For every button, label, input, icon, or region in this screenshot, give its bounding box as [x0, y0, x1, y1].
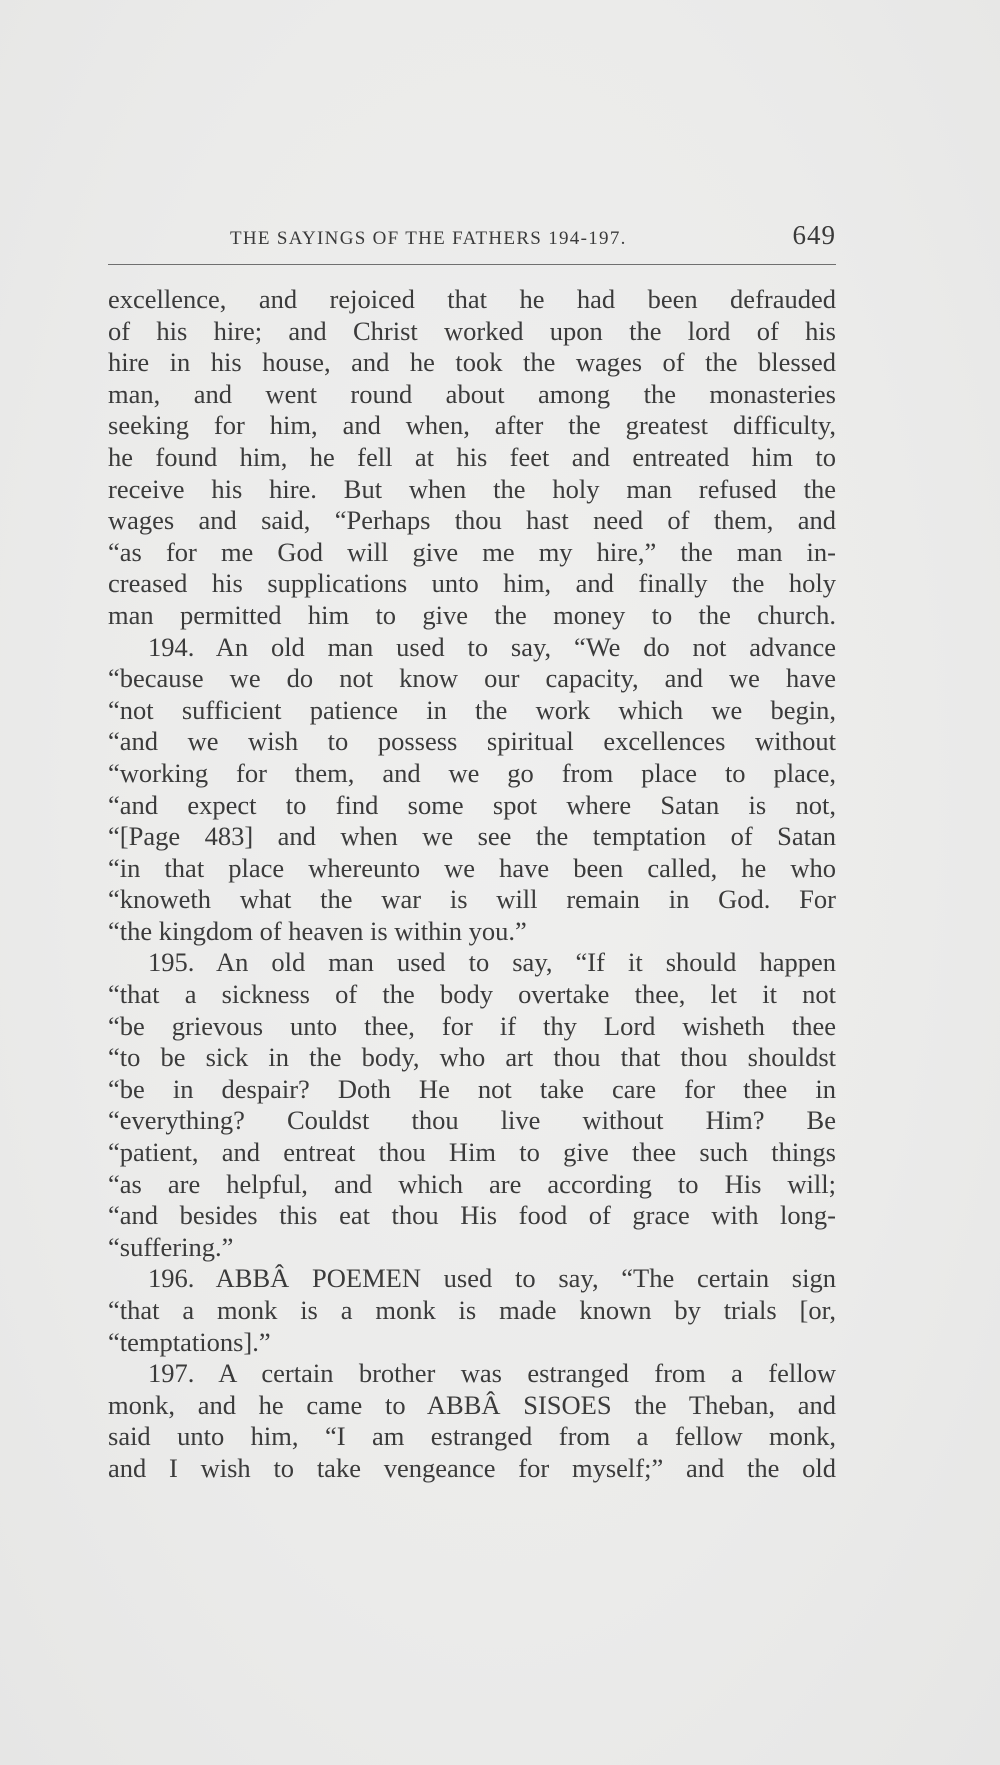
running-head: [108, 222, 836, 262]
text-line: “and we wish to possess spiritual excellences without: [108, 726, 836, 757]
text-line: hire in his house, and he took the wages of the blessed: [108, 347, 836, 378]
text-line: of his hire; and Christ worked upon the lord of his: [108, 315, 836, 346]
text-line: 194. An old man used to say, “We do not advance: [148, 631, 836, 662]
text-line: 196. ABBÂ POEMEN used to say, “The certain sign: [148, 1263, 836, 1294]
text-line: wages and said, “Perhaps thou hast need of them, and: [108, 505, 836, 536]
text-line: “to be sick in the body, who art thou that thou shouldst: [108, 1042, 836, 1073]
text-line: 195. An old man used to say, “If it should happen: [148, 947, 836, 978]
page-number: 649: [792, 220, 836, 250]
text-line: “as for me God will give me my hire,” the man in-: [108, 536, 836, 567]
text-line: seeking for him, and when, after the greatest difficulty,: [108, 410, 836, 441]
text-line: he found him, he fell at his feet and entreated him to: [108, 441, 836, 472]
text-line: excellence, and rejoiced that he had been defrauded: [108, 284, 836, 314]
text-line: “the kingdom of heaven is within you.”: [108, 915, 527, 946]
text-line: creased his supplications unto him, and finally the holy: [108, 568, 836, 599]
text-line: “everything? Couldst thou live without Him? Be: [108, 1105, 836, 1136]
text-line: man, and went round about among the monasteries: [108, 378, 836, 409]
text-line: “be in despair? Doth He not take care for thee in: [108, 1073, 836, 1104]
text-line: “and besides this eat thou His food of grace with long-: [108, 1200, 836, 1231]
text-line: “temptations].”: [108, 1326, 271, 1357]
text-line: “working for them, and we go from place to place,: [108, 757, 836, 788]
text-line: “in that place whereunto we have been called, he who: [108, 852, 836, 883]
text-line: “[Page 483] and when we see the temptation of Satan: [108, 821, 836, 852]
text-line: “patient, and entreat thou Him to give thee such things: [108, 1137, 836, 1168]
running-title: THE SAYINGS OF THE FATHERS 194-197.: [230, 228, 627, 249]
text-line: “as are helpful, and which are according to His will;: [108, 1168, 836, 1199]
body-text: [108, 284, 836, 1485]
text-line: receive his hire. But when the holy man refused the: [108, 473, 836, 504]
text-line: “that a monk is a monk is made known by trials [or,: [108, 1295, 836, 1325]
text-line: monk, and he came to ABBÂ SISOES the Theban, and: [108, 1389, 836, 1420]
text-line: “be grievous unto thee, for if thy Lord wisheth thee: [108, 1010, 836, 1041]
text-line: “and expect to find some spot where Satan is not,: [108, 789, 836, 820]
header-rule: [108, 264, 836, 265]
text-line: “not sufficient patience in the work which we begin,: [108, 694, 836, 725]
text-line: said unto him, “I am estranged from a fellow monk,: [108, 1421, 836, 1452]
text-line: “because we do not know our capacity, and we have: [108, 663, 836, 694]
text-line: 197. A certain brother was estranged from a fellow: [148, 1358, 836, 1389]
text-line: “knoweth what the war is will remain in God. For: [108, 884, 836, 915]
text-line: and I wish to take vengeance for myself;” and the old: [108, 1452, 836, 1483]
text-line: “that a sickness of the body overtake thee, let it not: [108, 979, 836, 1010]
text-line: “suffering.”: [108, 1231, 234, 1262]
text-line: man permitted him to give the money to the church.: [108, 599, 836, 630]
